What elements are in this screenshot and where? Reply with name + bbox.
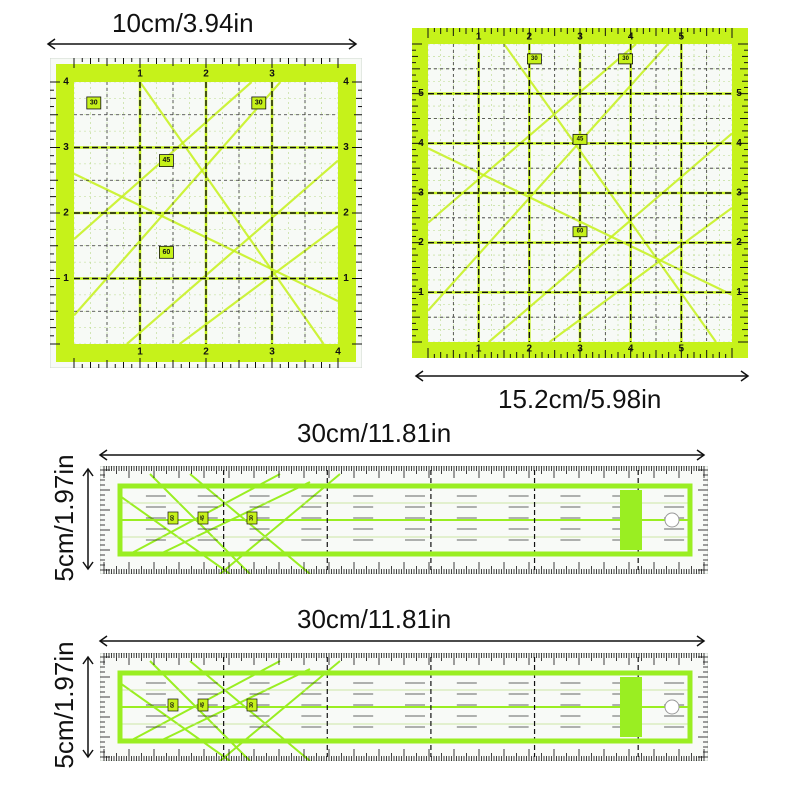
small-square-left-number: 4 (63, 76, 69, 88)
strip-ruler-2-hang-hole (665, 700, 679, 714)
large-square-right-number: 2 (736, 237, 742, 249)
dimension-label-strip-2-length: 30cm/11.81in (297, 604, 452, 634)
strip-ruler-2-angle-label: 60 (170, 702, 176, 708)
dimension-label-strip-1-length: 30cm/11.81in (297, 418, 452, 448)
dimension-label-small-square: 10cm/3.94in (112, 8, 254, 38)
strip-ruler-2-angle-label: 30 (249, 702, 255, 708)
large-square-bottom-number: 5 (678, 343, 685, 355)
strip-ruler-1 (100, 466, 708, 574)
large-square-bottom-number: 4 (627, 343, 634, 355)
small-square-bottom-number: 1 (137, 346, 143, 358)
strip-ruler-2 (100, 653, 708, 761)
small-square-right-number: 3 (343, 142, 349, 153)
small-square-top-number: 1 (137, 68, 143, 80)
large-square-left-number: 3 (418, 187, 424, 199)
large-square-right-number: 1 (736, 286, 742, 298)
strip-ruler-1-label-block (620, 490, 642, 550)
small-square-top-number: 3 (269, 68, 275, 80)
strip-ruler-1-angle-label: 30 (249, 515, 255, 521)
large-square-top-number: 3 (577, 31, 583, 43)
dimension-arrow-strip-2-length (96, 633, 708, 649)
large-square-top-number: 4 (627, 31, 634, 43)
small-square-ruler (50, 58, 362, 368)
small-square-angle-label: 45 (162, 157, 171, 165)
large-square-right-number: 4 (736, 137, 742, 149)
dimension-arrow-large-square (412, 368, 752, 384)
small-square-bottom-number: 2 (203, 346, 209, 358)
large-square-left-number: 2 (418, 237, 424, 249)
strip-ruler-2-label-block (620, 677, 642, 737)
small-square-right-number: 2 (343, 207, 349, 219)
large-square-left-number: 4 (418, 137, 424, 149)
large-square-angle-label: 60 (576, 228, 584, 235)
dimension-arrow-strip-1-length (96, 447, 708, 463)
large-square-angle-label: 45 (576, 136, 584, 143)
small-square-angle-label: 30 (254, 99, 263, 107)
large-square-top-number: 5 (678, 31, 685, 43)
strip-ruler-2-angle-label: 45 (200, 702, 206, 708)
large-square-bottom-number: 1 (475, 343, 482, 355)
strip-ruler-1-hang-hole (665, 513, 679, 527)
small-square-angle-label: 30 (89, 99, 98, 107)
large-square-angle-label: 30 (622, 55, 629, 62)
large-square-bottom-number: 2 (526, 343, 533, 355)
dimension-label-large-square: 15.2cm/5.98in (498, 384, 662, 414)
large-square-ruler (412, 28, 748, 358)
large-square-right-number: 3 (736, 187, 742, 199)
strip-ruler-1-angle-label: 60 (170, 515, 176, 521)
small-square-left-number: 3 (63, 142, 69, 153)
large-square-right-number: 5 (736, 88, 742, 100)
small-square-left-number: 1 (63, 273, 69, 284)
large-square-top-number: 1 (475, 31, 482, 43)
dimension-arrow-strip-1-width (80, 466, 96, 572)
dimension-arrow-strip-2-width (80, 654, 96, 760)
small-square-bottom-number: 4 (335, 346, 341, 358)
large-square-left-number: 1 (418, 286, 424, 298)
large-square-bottom-number: 3 (577, 343, 583, 355)
small-square-left-number: 2 (63, 207, 69, 219)
small-square-right-number: 1 (343, 273, 349, 284)
dimension-arrow-small-square (44, 36, 360, 52)
dimension-label-strip-1-width: 5cm/1.97in (49, 454, 79, 582)
large-square-top-number: 2 (526, 31, 533, 43)
small-square-right-number: 4 (343, 76, 349, 88)
strip-ruler-1-angle-label: 45 (200, 515, 206, 521)
small-square-top-number: 2 (203, 68, 209, 80)
large-square-left-number: 5 (418, 88, 424, 100)
large-square-angle-label: 30 (531, 55, 538, 62)
small-square-bottom-number: 3 (269, 346, 275, 358)
dimension-label-strip-2-width: 5cm/1.97in (49, 641, 79, 769)
small-square-angle-label: 60 (162, 248, 171, 256)
